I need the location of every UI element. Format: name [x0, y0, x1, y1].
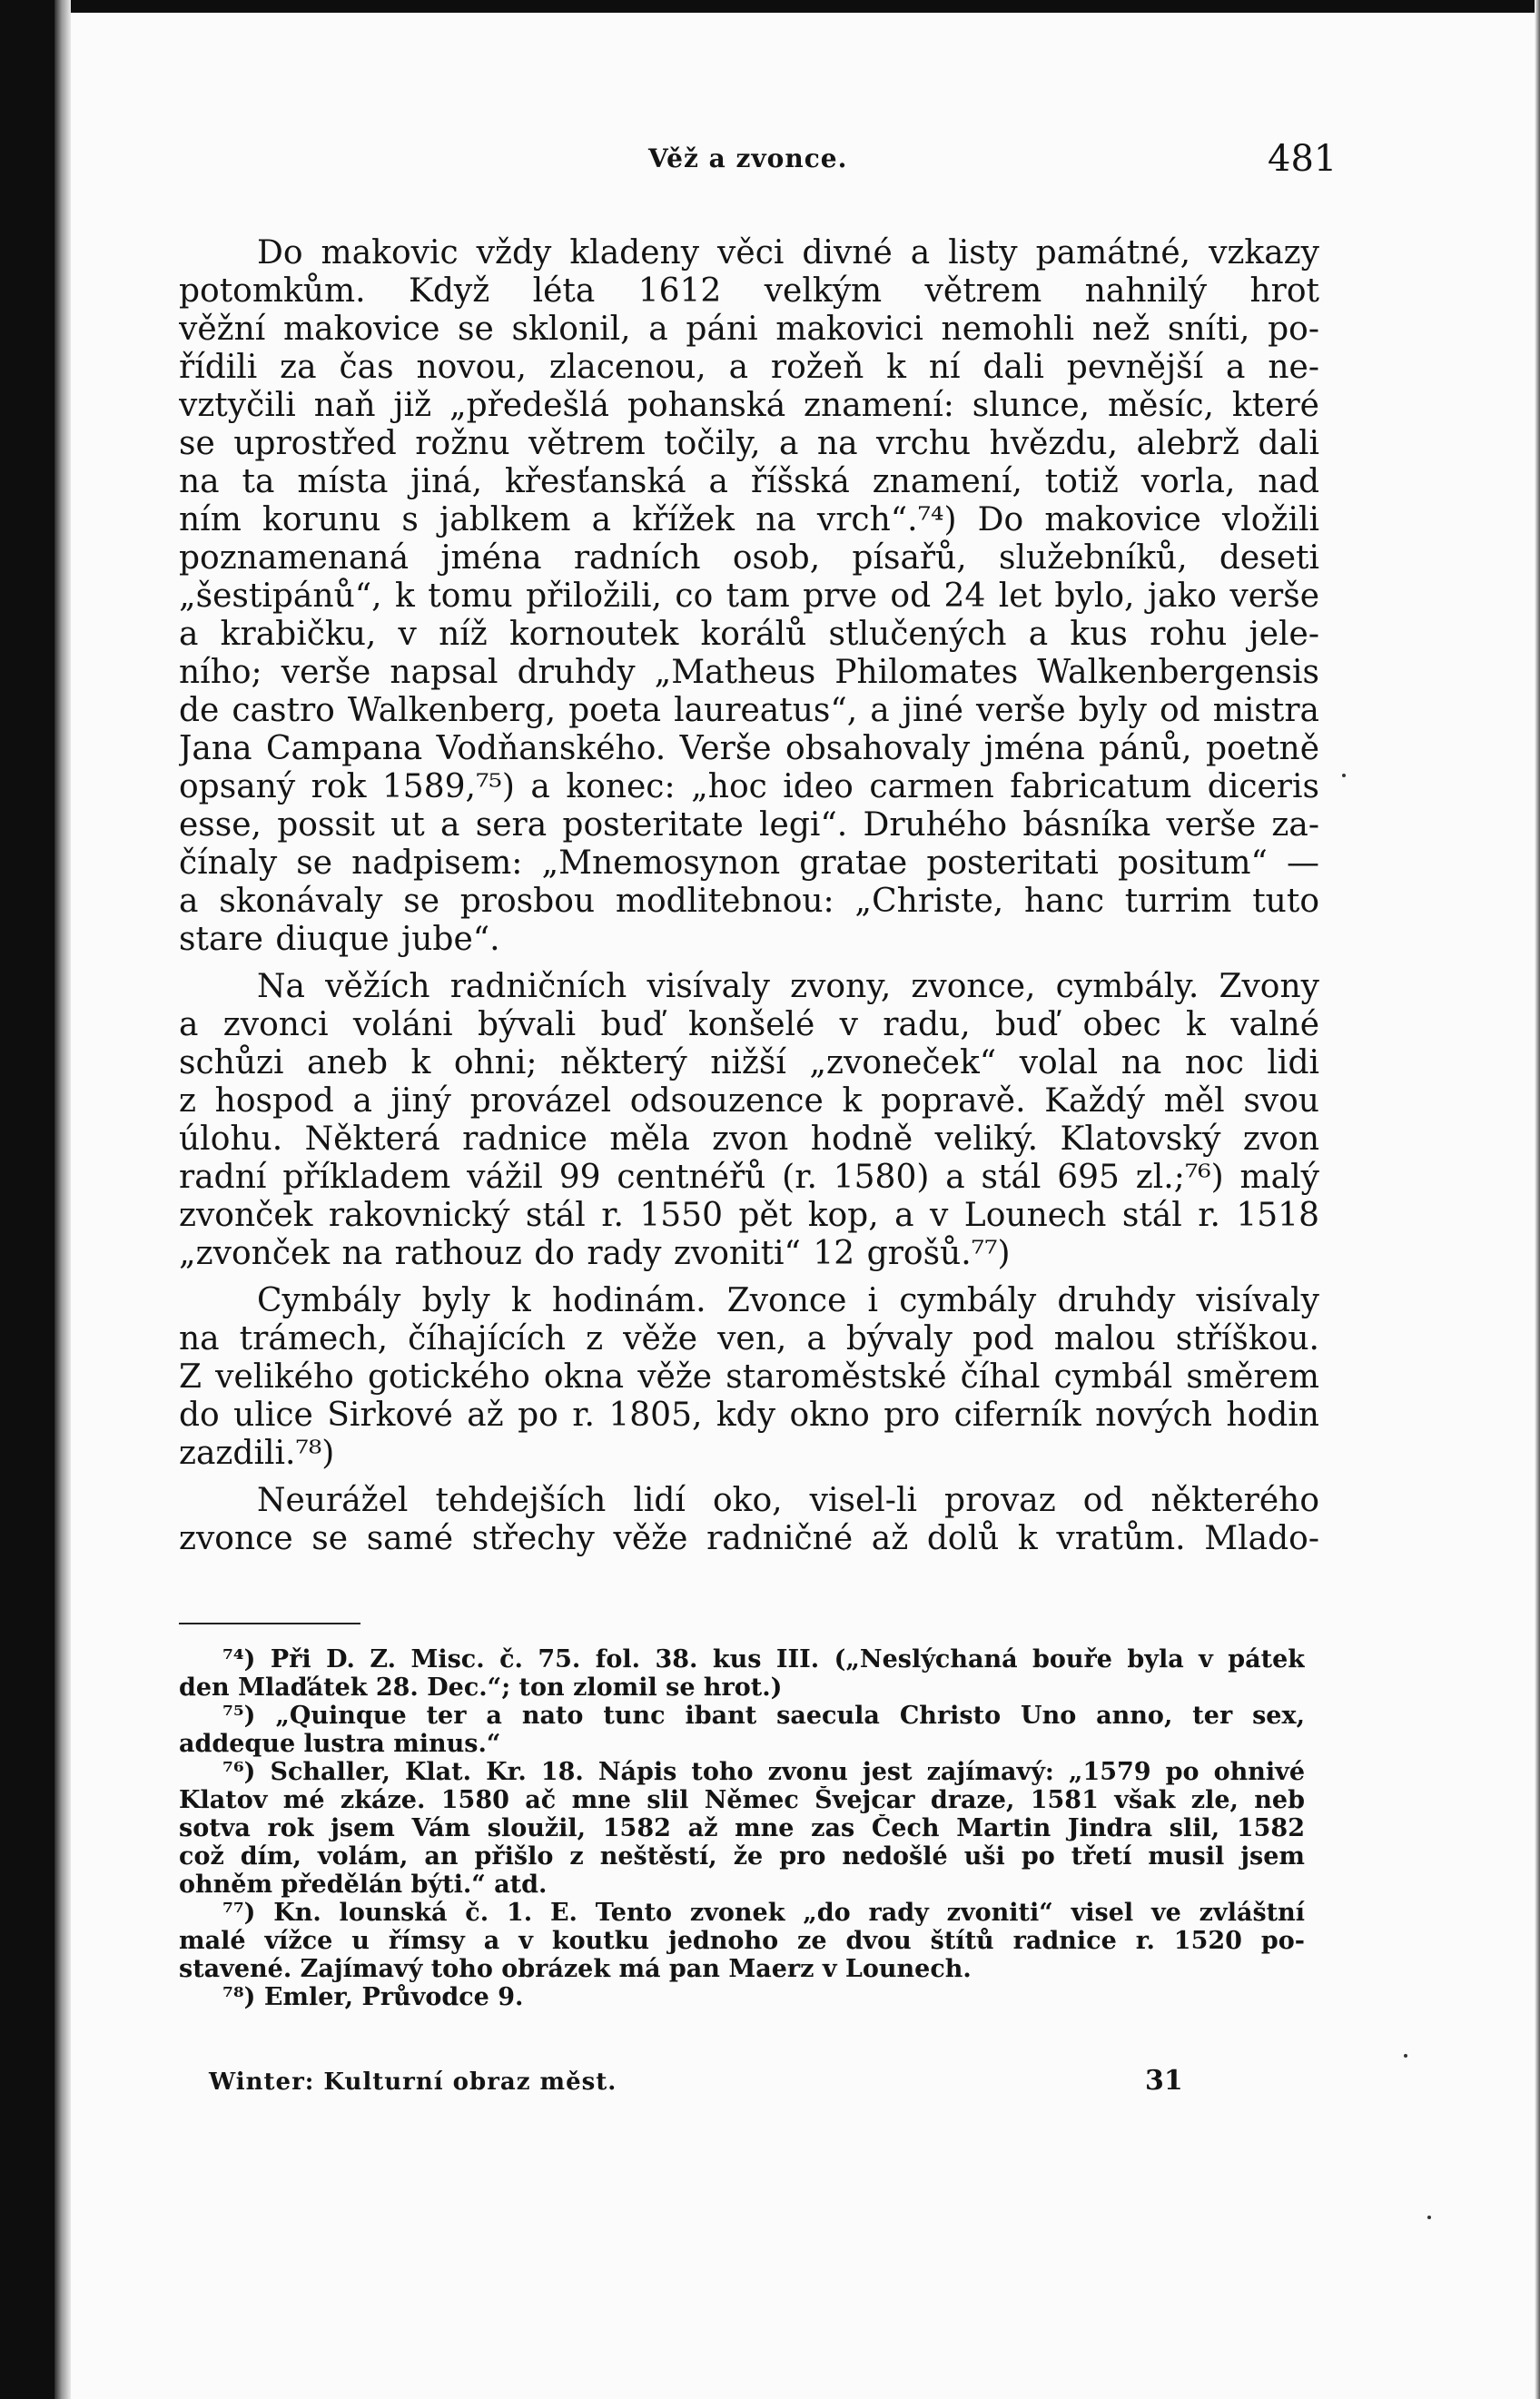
footnote-line: sotva rok jsem Vám sloužil, 1582 až mne zas Čech Martin Jindra slil, 1582	[179, 1814, 1305, 1842]
text-line: poznamenaná jména radních osob, písařů, služebníků, deseti	[179, 539, 1319, 577]
text-line: úlohu. Některá radnice měla zvon hodně veliký. Klatovský zvon	[179, 1121, 1319, 1158]
text-line: a krabičku, v níž kornoutek korálů stlučených a kus rohu jele-	[179, 616, 1319, 653]
paragraph-gap	[179, 1473, 1319, 1482]
sheet-number: 31	[1145, 2065, 1183, 2097]
main-text	[179, 234, 1319, 1558]
footnote-line: ⁷⁸) Emler, Průvodce 9.	[222, 1983, 524, 2011]
scan-speck	[1404, 2054, 1407, 2058]
text-line: čínaly se nadpisem: „Mnemosynon gratae posteritati positum“ —	[179, 844, 1319, 882]
page-footer	[0, 2065, 1540, 2105]
scan-speck	[1427, 2216, 1431, 2219]
paragraph-gap	[179, 1273, 1319, 1282]
printer-signature: Winter: Kulturní obraz měst.	[209, 2068, 617, 2096]
text-line: na trámech, číhajících z věže ven, a bývaly pod malou stříškou.	[179, 1320, 1319, 1357]
text-line: Neurážel tehdejších lidí oko, visel-li provaz od některého	[257, 1482, 1319, 1519]
text-line: potomkům. Když léta 1612 velkým větrem nahnilý hrot	[179, 272, 1319, 310]
paragraph-gap	[179, 959, 1319, 968]
text-line: Z velikého gotického okna věže staroměstské číhal cymbál směrem	[179, 1358, 1319, 1396]
footnote-separator	[179, 1623, 360, 1624]
footnote-line: ⁷⁶) Schaller, Klat. Kr. 18. Nápis toho zvonu jest zajímavý: „1579 po ohnivé	[222, 1758, 1305, 1786]
footnote-line: ⁷⁴) Při D. Z. Misc. č. 75. fol. 38. kus III. („Neslýchaná bouře byla v pátek	[222, 1645, 1305, 1673]
text-line: řídili za čas novou, zlacenou, a rožeň k ní dali pevnější a ne-	[179, 349, 1319, 386]
text-line: z hospod a jiný provázel odsouzence k popravě. Každý měl svou	[179, 1082, 1319, 1120]
text-line: vztyčili naň již „předešlá pohanská znamení: slunce, měsíc, které	[179, 387, 1319, 424]
scan-page-edge-shadow	[54, 0, 71, 2399]
text-line: věžní makovice se sklonil, a páni makovici nemohli než sníti, po-	[179, 311, 1319, 348]
footnote-line: ohněm předělán býti.“ atd.	[179, 1871, 548, 1899]
footnote-line: malé vížce u římsy a v koutku jednoho ze dvou štítů radnice r. 1520 po-	[179, 1927, 1305, 1955]
scan-speck	[1342, 774, 1346, 777]
text-line: esse, possit ut a sera posteritate legi“. Druhého básníka verše za-	[179, 806, 1319, 844]
text-line: do ulice Sirkové až po r. 1805, kdy okno pro ciferník nových hodin	[179, 1397, 1319, 1434]
text-line: se uprostřed rožnu větrem točily, a na vrchu hvězdu, alebrž dali	[179, 425, 1319, 462]
text-line: Cymbály byly k hodinám. Zvonce i cymbály druhdy visívaly	[257, 1282, 1319, 1319]
footnote-line: stavené. Zajímavý toho obrázek má pan Maerz v Lounech.	[179, 1955, 972, 1983]
page-number: 481	[1268, 138, 1338, 180]
text-line: „šestipánů“, k tomu přiložili, co tam prve od 24 let bylo, jako verše	[179, 578, 1319, 615]
text-line: ním korunu s jablkem a křížek na vrch“.⁷⁴) Do makovice vložili	[179, 501, 1319, 538]
running-title: Věž a zvonce.	[648, 143, 848, 173]
footnotes	[179, 1645, 1305, 2011]
text-line: stare diuque jube“.	[179, 921, 500, 958]
text-line: „zvonček na rathouz do rady zvoniti“ 12 grošů.⁷⁷)	[179, 1235, 1011, 1272]
footnote-line: addeque lustra minus.“	[179, 1730, 501, 1758]
text-line: Do makovic vždy kladeny věci divné a listy památné, vzkazy	[257, 234, 1319, 271]
scan-border-left	[0, 0, 54, 2399]
text-line: zvonce se samé střechy věže radničné až dolů k vratům. Mlado-	[179, 1520, 1319, 1557]
text-line: ního; verše napsal druhdy „Matheus Philomates Walkenbergensis	[179, 654, 1319, 691]
text-line: Na věžích radničních visívaly zvony, zvonce, cymbály. Zvony	[257, 968, 1319, 1005]
text-line: de castro Walkenberg, poeta laureatus“, a jiné verše byly od mistra	[179, 692, 1319, 729]
text-line: zvonček rakovnický stál r. 1550 pět kop, a v Lounech stál r. 1518	[179, 1197, 1319, 1234]
text-line: na ta místa jiná, křesťanská a říšská znamení, totiž vorla, nad	[179, 463, 1319, 500]
footnote-line: ⁷⁵) „Quinque ter a nato tunc ibant saecula Christo Uno anno, ter sex,	[222, 1702, 1305, 1730]
footnote-line: ⁷⁷) Kn. lounská č. 1. E. Tento zvonek „do rady zvoniti“ visel ve zvláštní	[222, 1899, 1305, 1927]
footnote-line: což dím, volám, an přišlo z neštěstí, že pro nedošlé uši po třetí musil jsem	[179, 1842, 1305, 1871]
text-line: a skonávaly se prosbou modlitebnou: „Christe, hanc turrim tuto	[179, 883, 1319, 920]
text-line: a zvonci voláni bývali buď konšelé v radu, buď obec k valné	[179, 1006, 1319, 1043]
scan-border-top	[0, 0, 1540, 13]
text-line: schůzi aneb k ohni; některý nižší „zvoneček“ volal na noc lidi	[179, 1044, 1319, 1081]
page-header	[0, 138, 1540, 189]
footnote-line: den Mlaďátek 28. Dec.“; ton zlomil se hrot.)	[179, 1673, 783, 1702]
text-line: radní příkladem vážil 99 centnéřů (r. 1580) a stál 695 zl.;⁷⁶) malý	[179, 1159, 1319, 1196]
text-line: zazdili.⁷⁸)	[179, 1435, 335, 1472]
text-line: Jana Campana Vodňanského. Verše obsahovaly jména pánů, poetně	[179, 730, 1319, 767]
footnote-line: Klatov mé zkáze. 1580 ač mne slil Němec Švejcar draze, 1581 však zle, neb	[179, 1786, 1305, 1814]
scan-page-edge-right	[1535, 0, 1540, 2399]
text-line: opsaný rok 1589,⁷⁵) a konec: „hoc ideo carmen fabricatum diceris	[179, 768, 1319, 805]
